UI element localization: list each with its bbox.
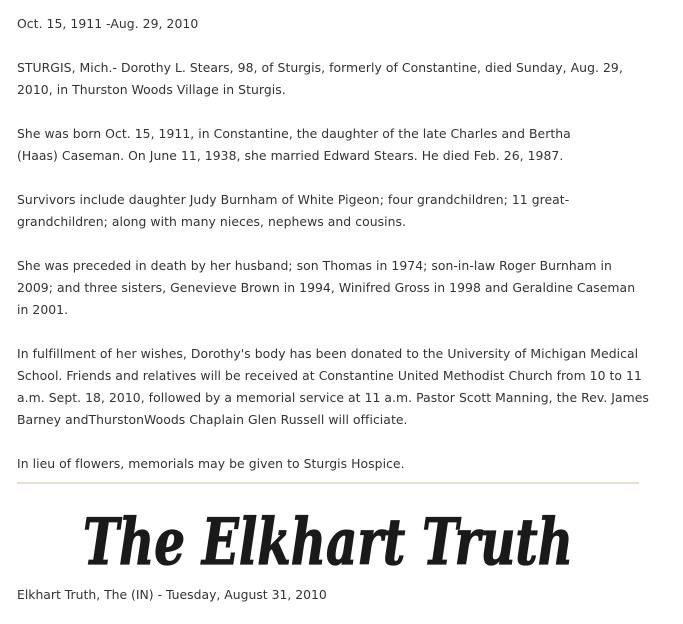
section-divider [17,482,639,484]
life-dates: Oct. 15, 1911 -Aug. 29, 2010 [17,16,199,31]
obituary-paragraph-4: She was preceded in death by her husband; son Thomas in 1974; son-in-law Roger Burnham in 2009; and three sisters, Genevieve Brown in 1994, Winifred Gross in 1998 and Geraldine Caseman in 2001. [17,258,636,317]
publication-source-line: Elkhart Truth, The (IN) - Tuesday, August 31, 2010 [17,587,327,602]
obituary-paragraph-2: She was born Oct. 15, 1911, in Constantine, the daughter of the late Charles and Bertha (Haas) Caseman. On June 11, 1938, she married Edward Stears. He died Feb. 26, 1987. [17,126,571,163]
obituary-paragraph-3: Survivors include daughter Judy Burnham of White Pigeon; four grandchildren; 11 great-grandchildren; along with many nieces, nephews and cousins. [17,192,570,229]
obituary-body [17,13,667,475]
obituary-paragraph-1: STURGIS, Mich.- Dorothy L. Stears, 98, of Sturgis, formerly of Constantine, died Sunday, Aug. 29, 2010, in Thurston Woods Village in Sturgis. [17,60,623,97]
masthead-logo-lettering: The Elkhart Truth [83,505,573,580]
obituary-paragraph-6: In lieu of flowers, memorials may be given to Sturgis Hospice. [17,456,405,471]
elkhart-truth-logo [17,498,639,578]
obituary-paragraph-5: In fulfillment of her wishes, Dorothy's body has been donated to the University of Michigan Medical School. Friends and relatives will be received at Constantine United Methodist Church from 10 to 11 a.m. Sept. 18, 2010, followed by a memorial service at 11 a.m. Pastor Scott Manning, the Rev. James Barney andThurstonWoods Chaplain Glen Russell will officiate. [17,346,649,427]
masthead-logo-svg [17,498,639,578]
